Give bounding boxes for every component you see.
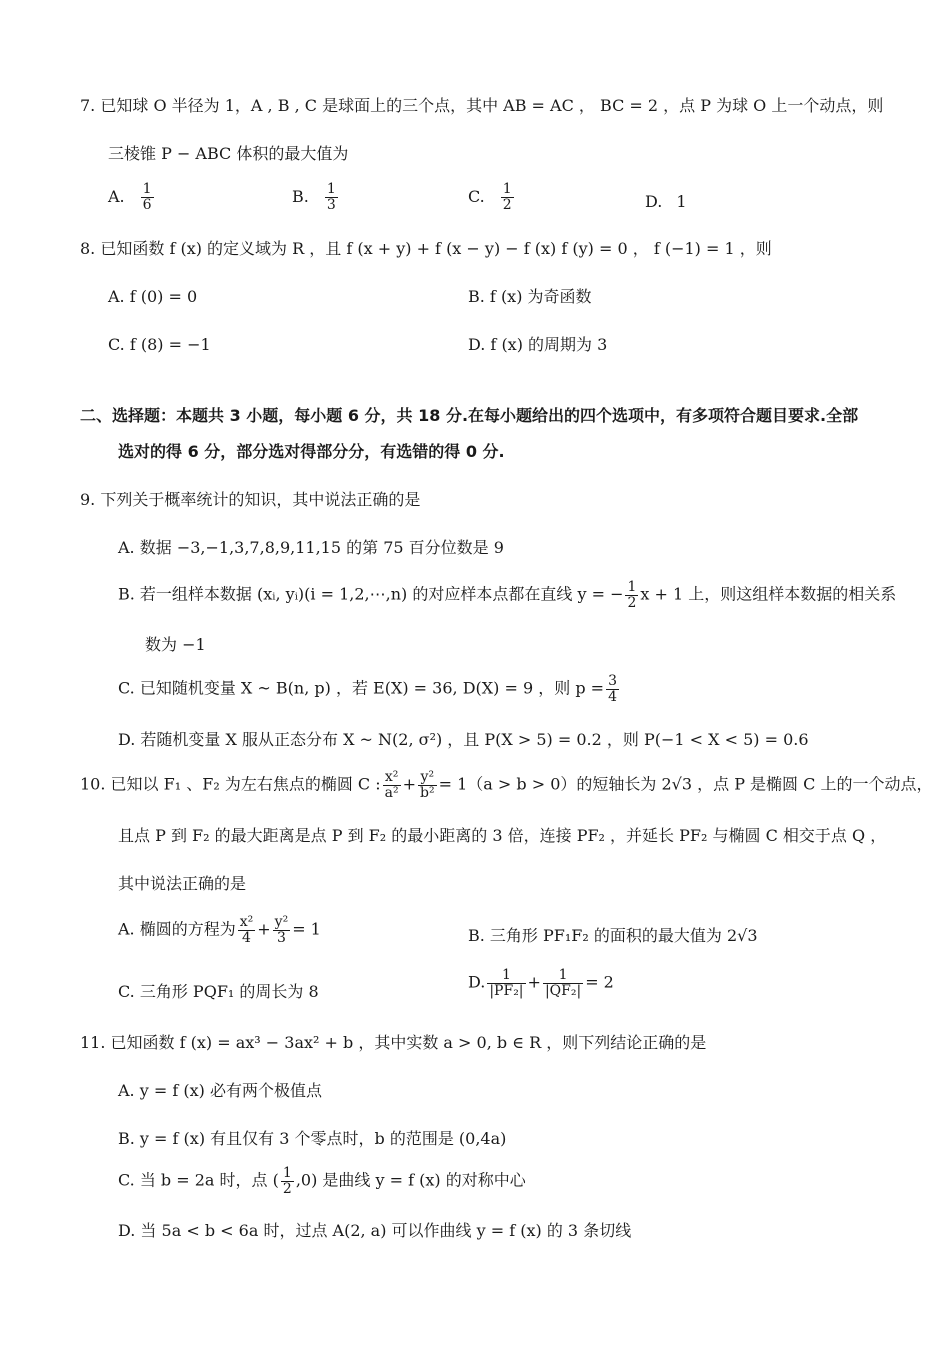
q9-option-b-line2: 数为 −1 (145, 635, 206, 654)
q7-option-b (292, 182, 340, 212)
q10-option-b: B. 三角形 PF₁F₂ 的面积的最大值为 2√3 (468, 926, 758, 945)
fraction: $\frac{3}{4}$ (608, 673, 617, 705)
q7-stem-line2: 三棱锥 P − ABC 体积的最大值为 (108, 144, 349, 163)
q8-stem: 8. 已知函数 f (x) 的定义域为 R ，且 f (x + y) + f (x − y) − f (x) f (y) = 0 ， f (−1) = 1 ，则 (80, 239, 772, 258)
q10-stem-line2: 且点 P 到 F₂ 的最大距离是点 P 到 F₂ 的最小距离的 3 倍，连接 PF₂ ，并延长 PF₂ 与椭圆 C 相交于点 Q ， (118, 826, 887, 845)
option-letter: D. (645, 192, 663, 211)
q7-option-c (468, 182, 516, 212)
q11-option-a: A. y = f (x) 必有两个极值点 (118, 1081, 322, 1100)
fraction: $\frac{1}{2}$ (502, 181, 512, 213)
q10-stem-line3: 其中说法正确的是 (118, 874, 247, 893)
fraction: $\frac{\text{x²}}{\text{a²}}$ (384, 769, 399, 801)
q10-option-c: C. 三角形 PQF₁ 的周长为 8 (118, 982, 319, 1001)
fraction: $\frac{1}{2}$ (627, 579, 637, 611)
q8-option-c: C. f (8) = −1 (108, 335, 211, 354)
q9-option-c: C. 已知随机变量 X ~ B(n, p) ，若 E(X) = 36, D(X) = 9 ，则 p = $\frac{3}{4}$ (118, 673, 617, 705)
q9-stem: 9. 下列关于概率统计的知识，其中说法正确的是 (80, 490, 421, 509)
q11-option-d: D. 当 5a < b < 6a 时，过点 A(2, a) 可以作曲线 y = f (x) 的 3 条切线 (118, 1221, 632, 1240)
q10-option-d: D. $\frac{1}{\text{|PF₂|}}$ + $\frac{1}{\text{|QF₂|}}$ = 2 (468, 967, 614, 999)
q9-option-d: D. 若随机变量 X 服从正态分布 X ~ N(2, σ²) ，且 P(X > 5) = 0.2 ，则 P(−1 < X < 5) = 0.6 (118, 730, 809, 749)
option-letter: B. (292, 186, 309, 206)
q10-stem-line1: 10. 已知以 F₁ 、F₂ 为左右焦点的椭圆 C : $\frac{\text{x²}}{\text{a²}}$ + $\frac{\text{y²}}{\text{b²}}$ = 1（a > b > 0）的短轴长为 2√3 ，点 P 是椭圆 C 上的一个动点， (80, 769, 933, 801)
q7-stem-line1: 7. 已知球 O 半径为 1，A , B , C 是球面上的三个点，其中 AB = AC ， BC = 2 ，点 P 为球 O 上一个动点，则 (80, 96, 884, 115)
section-header-line2: 选对的得 6 分，部分选对得部分分，有选错的得 0 分. (118, 442, 505, 461)
fraction: $\frac{1}{6}$ (142, 181, 152, 213)
fraction: $\frac{1}{\text{|QF₂|}}$ (544, 967, 582, 999)
q8-option-d: D. f (x) 的周期为 3 (468, 335, 608, 354)
fraction: $\frac{1}{2}$ (282, 1165, 292, 1197)
fraction: $\frac{\text{y²}}{3}$ (274, 914, 289, 946)
q11-option-b: B. y = f (x) 有且仅有 3 个零点时，b 的范围是 (0,4a) (118, 1129, 507, 1148)
option-letter: A. (108, 186, 125, 206)
q9-option-b: B. 若一组样本数据 (xᵢ, yᵢ)(i = 1,2,⋯,n) 的对应样本点都在直线 y = − $\frac{1}{2}$ x + 1 上，则这组样本数据的相关系 (118, 579, 897, 611)
q7-option-a (108, 182, 156, 212)
q7-option-d (645, 194, 687, 210)
q9-option-a: A. 数据 −3,−1,3,7,8,9,11,15 的第 75 百分位数是 9 (118, 538, 504, 557)
option-letter: C. (468, 186, 485, 206)
fraction: $\frac{1}{3}$ (326, 181, 336, 213)
q10-option-a: A. 椭圆的方程为 $\frac{\text{x²}}{4}$ + $\frac{\text{y²}}{3}$ = 1 (118, 914, 321, 946)
q11-option-c: C. 当 b = 2a 时，点 ( $\frac{1}{2}$ ,0) 是曲线 y = f (x) 的对称中心 (118, 1165, 526, 1197)
fraction: $\frac{\text{y²}}{\text{b²}}$ (420, 769, 435, 801)
q8-option-a: A. f (0) = 0 (108, 287, 198, 306)
q8-option-b: B. f (x) 为奇函数 (468, 287, 592, 306)
section-header-line1: 二、选择题：本题共 3 小题，每小题 6 分，共 18 分.在每小题给出的四个选项中，有多项符合题目要求.全部 (80, 406, 859, 425)
option-text: 1 (676, 192, 687, 211)
fraction: $\frac{\text{x²}}{4}$ (239, 914, 254, 946)
q11-stem: 11. 已知函数 f (x) = ax³ − 3ax² + b ，其中实数 a > 0, b ∈ R ，则下列结论正确的是 (80, 1033, 707, 1052)
fraction: $\frac{1}{\text{|PF₂|}}$ (489, 967, 524, 999)
